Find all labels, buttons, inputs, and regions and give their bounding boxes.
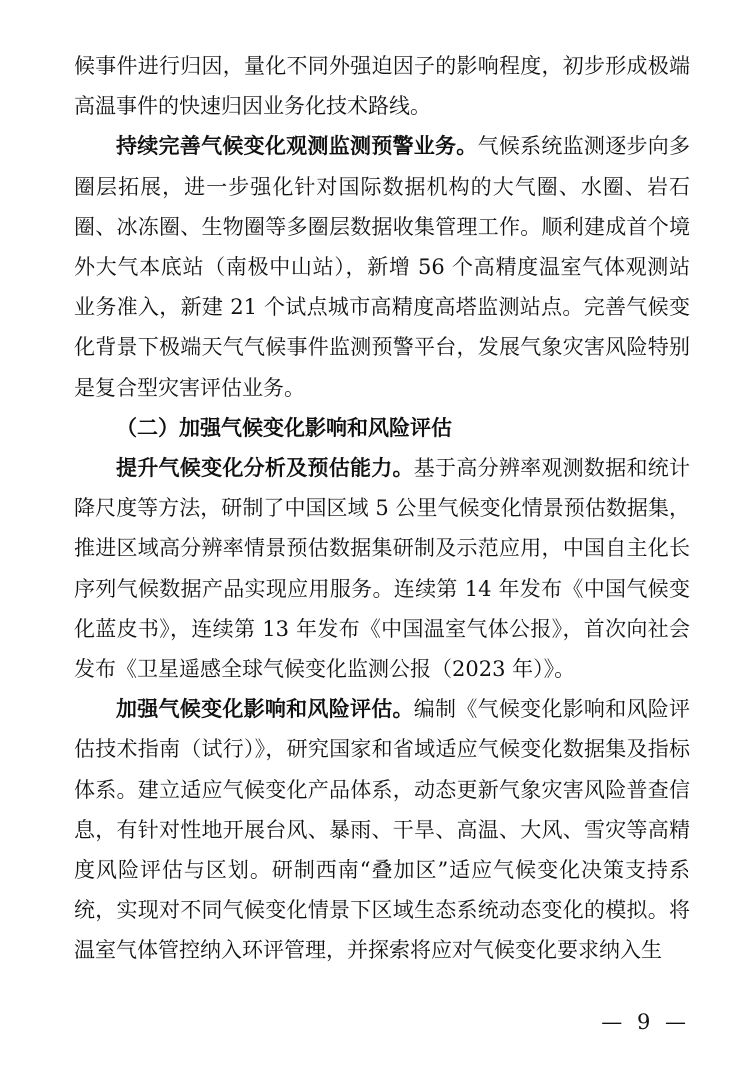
document-body [74,46,690,971]
paragraph-monitoring-body: 气候系统监测逐步向多圈层拓展，进一步强化针对国际数据机构的大气圈、水圈、岩石圈、冰冻圈、生物圈等多圈层数据收集管理工作。顺利建成首个境外大气本底站（南极中山站），新增 56 个高精度温室气体观测站业务准入，新建 21 个试点城市高精度高塔监测站点。完善气候变化背景下极端天气气候事件监测预警平台，发展气象灾害风险特别是复合型灾害评估业务。 [74,134,691,400]
paragraph-risk-lead: 加强气候变化影响和风险评估。 [116,697,414,722]
section-heading: （二）加强气候变化影响和风险评估 [116,415,452,440]
paragraph-projection-body: 基于高分辨率观测数据和统计降尺度等方法，研制了中国区域 5 公里气候变化情景预估数据集，推进区域高分辨率情景预估数据集研制及示范应用，中国自主化长序列气候数据产品实现应用服务。连续第 14 年发布《中国气候变化蓝皮书》，连续第 13 年发布《中国温室气体公报》，首次向社会发布《卫星遥感全球气候变化监测公报（2023 年）》。 [74,456,691,682]
paragraph-projection-lead: 提升气候变化分析及预估能力。 [116,456,414,481]
page-number: — 9 — [601,1010,690,1034]
paragraph-projection [74,448,690,689]
paragraph-continued: 候事件进行归因，量化不同外强迫因子的影响程度，初步形成极端高温事件的快速归因业务化技术路线。 [74,54,690,119]
paragraph-monitoring [74,126,690,407]
paragraph-monitoring-lead: 持续完善气候变化观测监测预警业务。 [116,134,478,159]
paragraph-risk-body: 编制《气候变化影响和风险评估技术指南（试行）》，研究国家和省域适应气候变化数据集及指标体系。建立适应气候变化产品体系，动态更新气象灾害风险普查信息，有针对性地开展台风、暴雨、干旱、高温、大风、雪灾等高精度风险评估与区划。研制西南“叠加区”适应气候变化决策支持系统，实现对不同气候变化情景下区域生态系统动态变化的模拟。将温室气体管控纳入环评管理，并探索将应对气候变化要求纳入生 [74,697,691,963]
paragraph-risk [74,689,690,970]
